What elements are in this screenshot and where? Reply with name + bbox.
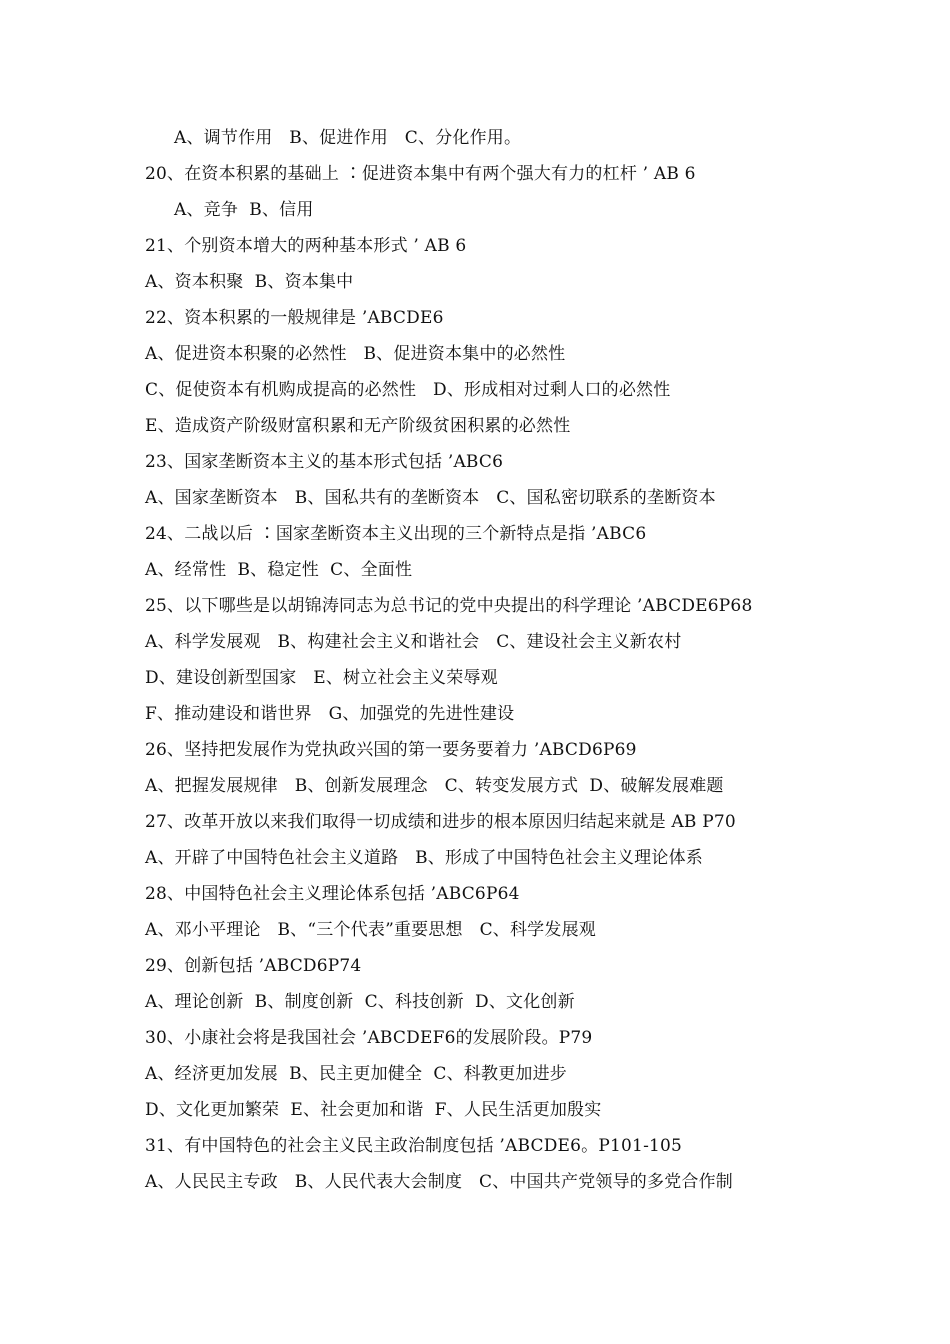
text-line: A、调节作用 B、促进作用 C、分化作用。 <box>174 128 522 148</box>
text-line: A、把握发展规律 B、创新发展理念 C、转变发展方式 D、破解发展难题 <box>145 776 724 796</box>
text-line: F、推动建设和谐世界 G、加强党的先进性建设 <box>145 704 515 724</box>
text-line: A、竞争 B、信用 <box>174 200 314 220</box>
text-line: A、国家垄断资本 B、国私共有的垄断资本 C、国私密切联系的垄断资本 <box>145 488 716 508</box>
question-23: 23、国家垄断资本主义的基本形式包括 ’ABC6 <box>145 452 504 472</box>
text-line: A、经济更加发展 B、民主更加健全 C、科教更加进步 <box>145 1064 567 1084</box>
text-line: A、人民民主专政 B、人民代表大会制度 C、中国共产党领导的多党合作制 <box>145 1172 733 1192</box>
text-line: C、促使资本有机购成提高的必然性 D、形成相对过剩人口的必然性 <box>145 380 671 400</box>
text-line: A、开辟了中国特色社会主义道路 B、形成了中国特色社会主义理论体系 <box>145 848 703 868</box>
text-line: A、资本积聚 B、资本集中 <box>145 272 354 292</box>
text-line: A、理论创新 B、制度创新 C、科技创新 D、文化创新 <box>145 992 575 1012</box>
question-24: 24、二战以后 ∶国家垄断资本主义出现的三个新特点是指 ’ABC6 <box>145 524 647 544</box>
text-line: A、邓小平理论 B、“三个代表”重要思想 C、科学发展观 <box>145 920 596 940</box>
question-20: 20、在资本积累的基础上 ∶促进资本集中有两个强大有力的杠杆 ’ AB 6 <box>145 164 696 184</box>
text-line: D、文化更加繁荣 E、社会更加和谐 F、人民生活更加殷实 <box>145 1100 602 1120</box>
text-line: D、建设创新型国家 E、树立社会主义荣辱观 <box>145 668 498 688</box>
question-26: 26、坚持把发展作为党执政兴国的第一要务要着力 ’ABCD6P69 <box>145 740 637 760</box>
text-line: A、经常性 B、稳定性 C、全面性 <box>145 560 413 580</box>
question-29: 29、创新包括 ’ABCD6P74 <box>145 956 362 976</box>
question-25: 25、以下哪些是以胡锦涛同志为总书记的党中央提出的科学理论 ’ABCDE6P68 <box>145 596 753 616</box>
question-28: 28、中国特色社会主义理论体系包括 ’ABC6P64 <box>145 884 520 904</box>
text-line: A、促进资本积聚的必然性 B、促进资本集中的必然性 <box>145 344 566 364</box>
question-21: 21、个别资本增大的两种基本形式 ’ AB 6 <box>145 236 467 256</box>
text-line: E、造成资产阶级财富积累和无产阶级贫困积累的必然性 <box>145 416 571 436</box>
question-27: 27、改革开放以来我们取得一切成绩和进步的根本原因归结起来就是 AB P70 <box>145 812 736 832</box>
text-line: A、科学发展观 B、构建社会主义和谐社会 C、建设社会主义新农村 <box>145 632 682 652</box>
question-30: 30、小康社会将是我国社会 ’ABCDEF6的发展阶段。P79 <box>145 1028 593 1048</box>
question-22: 22、资本积累的一般规律是 ’ABCDE6 <box>145 308 444 328</box>
question-31: 31、有中国特色的社会主义民主政治制度包括 ’ABCDE6。P101-105 <box>145 1136 683 1156</box>
